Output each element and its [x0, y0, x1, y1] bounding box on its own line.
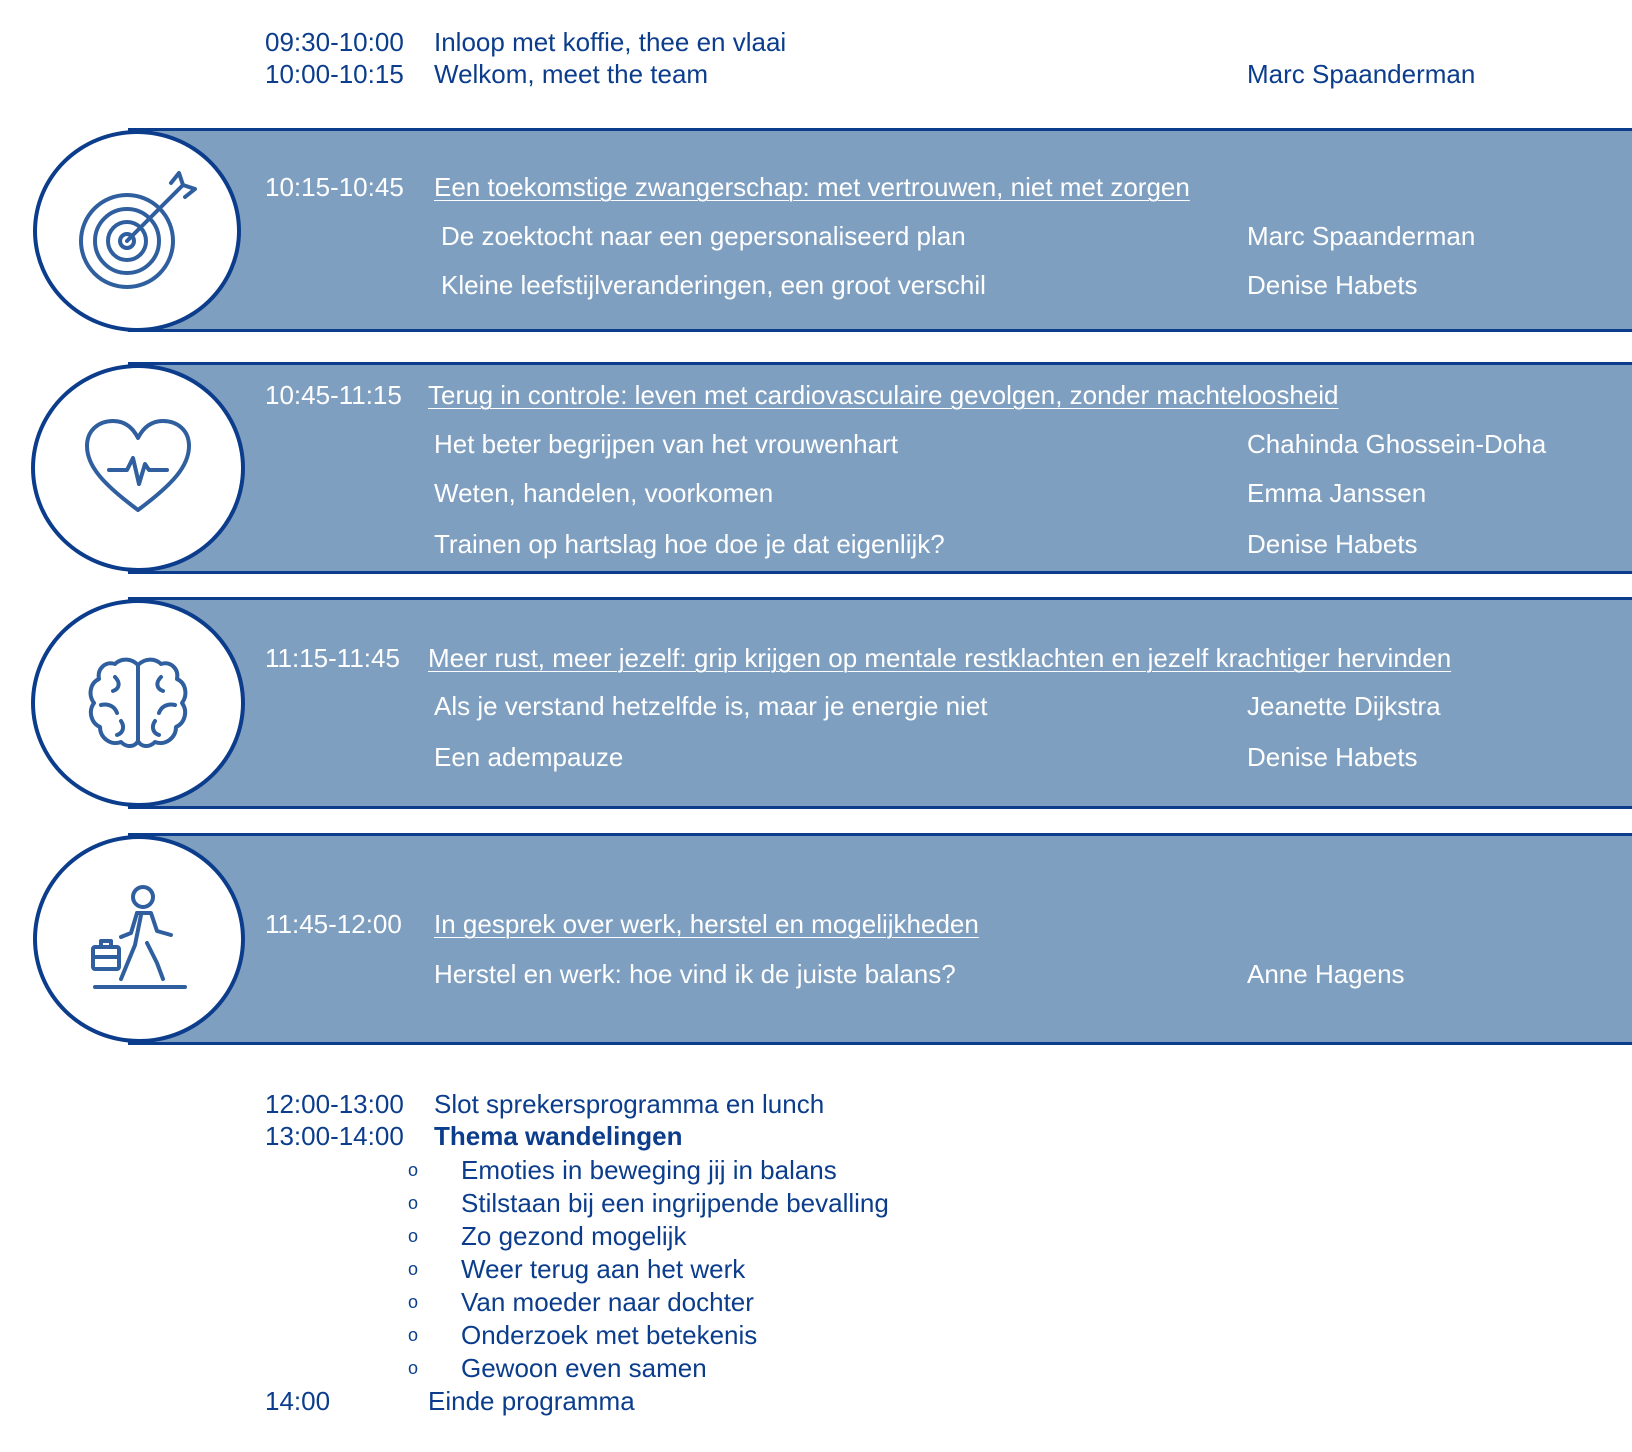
talk-speaker-2-2: Emma Janssen [1247, 478, 1427, 508]
talk-speaker-2-3: Denise Habets [1247, 529, 1418, 559]
session-title-3[interactable]: Meer rust, meer jezelf: grip krijgen op mentale restklachten en jezelf krachtiger hervinden [428, 643, 1452, 673]
talk-title-2-3: Trainen op hartslag hoe doe je dat eigenlijk? [434, 529, 945, 559]
session-icon-circle-2 [31, 364, 245, 572]
lunch-title: Slot sprekersprogramma en lunch [434, 1089, 825, 1119]
walk-bullet: o [408, 1259, 419, 1279]
walk-item: Weer terug aan het werk [461, 1254, 746, 1284]
talk-title-1-2: Kleine leefstijlveranderingen, een groot verschil [441, 270, 986, 300]
talk-speaker-1-2: Denise Habets [1247, 270, 1418, 300]
intro-speaker-2: Marc Spaanderman [1247, 59, 1476, 89]
intro-time-1: 09:30-10:00 [265, 27, 404, 57]
talk-title-3-1: Als je verstand hetzelfde is, maar je energie niet [434, 691, 988, 721]
session-title-1[interactable]: Een toekomstige zwangerschap: met vertrouwen, niet met zorgen [434, 172, 1190, 202]
talk-title-2-2: Weten, handelen, voorkomen [434, 478, 774, 508]
talk-title-3-2: Een adempauze [434, 742, 624, 772]
walk-item: Zo gezond mogelijk [461, 1221, 687, 1251]
intro-time-2: 10:00-10:15 [265, 59, 404, 89]
end-time: 14:00 [265, 1386, 331, 1416]
session-icon-circle-4 [33, 835, 245, 1043]
intro-title-1: Inloop met koffie, thee en vlaai [434, 27, 787, 57]
session-time-3: 11:15-11:45 [265, 643, 400, 673]
end-title: Einde programma [428, 1386, 635, 1416]
talk-title-2-1: Het beter begrijpen van het vrouwenhart [434, 429, 898, 459]
walk-item: Van moeder naar dochter [461, 1287, 754, 1317]
session-title-2[interactable]: Terug in controle: leven met cardiovasculaire gevolgen, zonder machteloosheid [428, 380, 1339, 410]
talk-title-1-1: De zoektocht naar een gepersonaliseerd plan [441, 221, 966, 251]
session-time-1: 10:15-10:45 [265, 172, 404, 202]
walk-item: Emoties in beweging jij in balans [461, 1155, 837, 1185]
talk-speaker-3-2: Denise Habets [1247, 742, 1418, 772]
walks-time: 13:00-14:00 [265, 1121, 404, 1151]
talk-speaker-2-1: Chahinda Ghossein-Doha [1247, 429, 1547, 459]
walk-bullet: o [408, 1325, 419, 1345]
talk-speaker-3-1: Jeanette Dijkstra [1247, 691, 1441, 721]
walking-worker-icon [87, 883, 191, 995]
walk-item: Stilstaan bij een ingrijpende bevalling [461, 1188, 889, 1218]
walk-bullet: o [408, 1226, 419, 1246]
walk-bullet: o [408, 1292, 419, 1312]
heart-pulse-icon [83, 418, 193, 518]
walk-item: Onderzoek met betekenis [461, 1320, 758, 1350]
walk-bullet: o [408, 1358, 419, 1378]
walk-bullet: o [408, 1193, 419, 1213]
session-title-4[interactable]: In gesprek over werk, herstel en mogelijkheden [434, 909, 979, 939]
lunch-time: 12:00-13:00 [265, 1089, 404, 1119]
target-icon [75, 169, 199, 293]
session-time-4: 11:45-12:00 [265, 909, 402, 939]
talk-speaker-4-1: Anne Hagens [1247, 959, 1405, 989]
session-icon-circle-3 [31, 599, 245, 807]
brain-icon [85, 655, 191, 751]
talk-title-4-1: Herstel en werk: hoe vind ik de juiste balans? [434, 959, 956, 989]
session-time-2: 10:45-11:15 [265, 380, 402, 410]
session-icon-circle-1 [33, 130, 241, 332]
walk-bullet: o [408, 1160, 419, 1180]
walk-item: Gewoon even samen [461, 1353, 707, 1383]
talk-speaker-1-1: Marc Spaanderman [1247, 221, 1476, 251]
walks-title: Thema wandelingen [434, 1121, 683, 1151]
intro-title-2: Welkom, meet the team [434, 59, 709, 89]
